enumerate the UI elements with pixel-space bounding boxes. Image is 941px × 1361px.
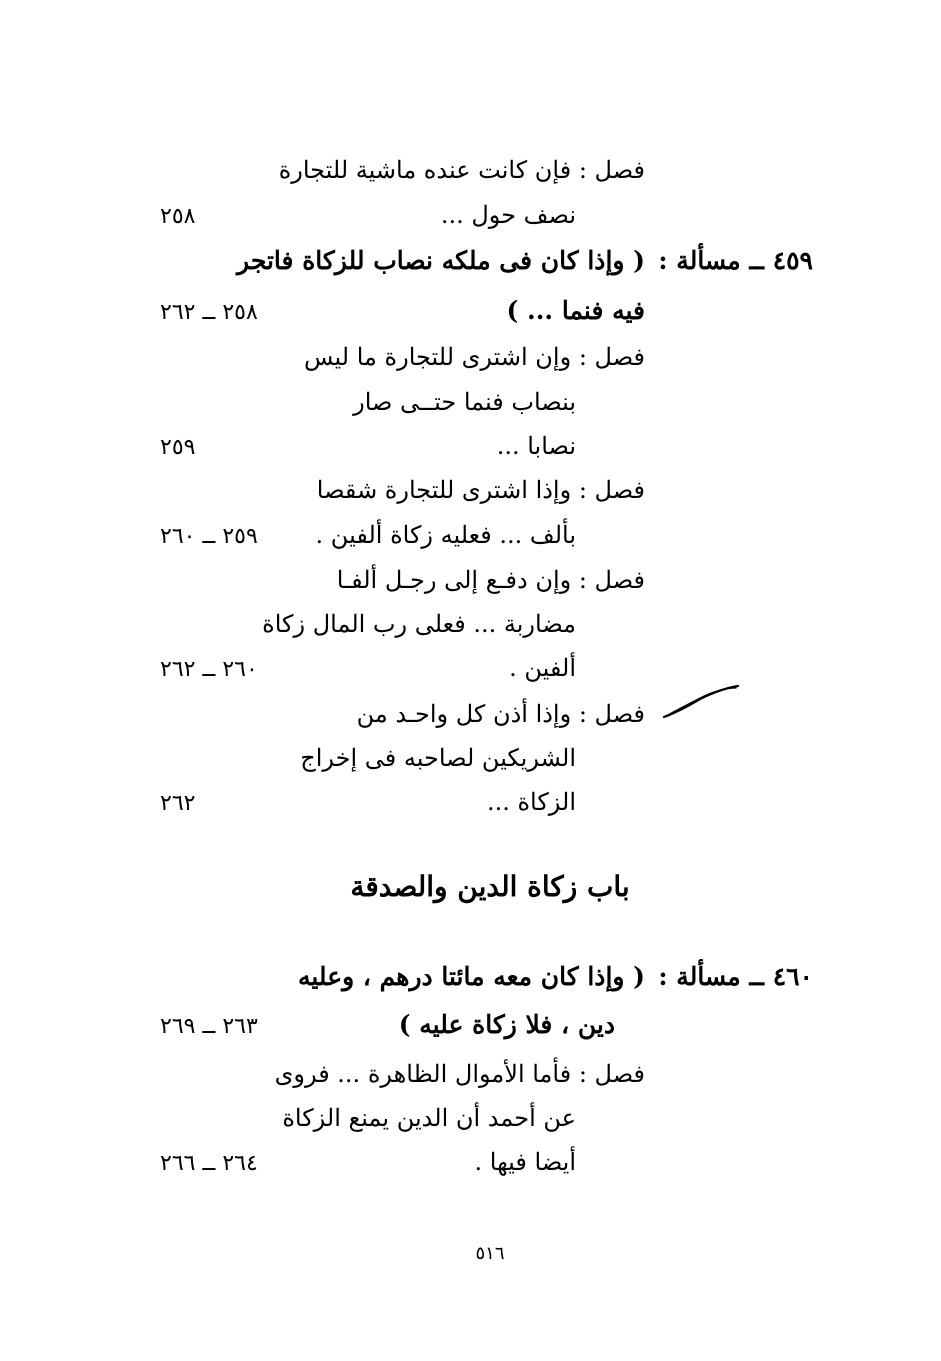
page-range: ٢٦٢ [160, 791, 196, 816]
entry-line: بألف ... فعليه زكاة ألفين . [315, 521, 576, 549]
entry-line: نصف حول ... [440, 201, 576, 229]
entry-line: فصل : فإن كانت عنده ماشية للتجارة [278, 156, 645, 184]
masala-text: ( وإذا كان معه مائتا درهم ، وعليه [297, 962, 645, 991]
entry-line: فصل : وإذا اشترى للتجارة شقصا [316, 476, 645, 504]
entry-line: الزكاة ... [486, 788, 576, 816]
page-range: ٢٦٣ ــ ٢٦٩ [160, 1014, 258, 1039]
masala-text: فيه فنما ... ) [506, 296, 645, 325]
page-range: ٢٥٨ [160, 204, 196, 229]
entry-line: نصابا ... [496, 432, 576, 460]
entry-line: فصل : وإن اشترى للتجارة ما ليس [303, 343, 645, 371]
entry-line: مضاربة ... فعلى رب المال زكاة [262, 610, 576, 638]
entry-line: عن أحمد أن الدين يمنع الزكاة [282, 1104, 576, 1132]
page-range: ٢٥٩ [160, 435, 196, 460]
page-range: ٢٦٠ ــ ٢٦٢ [160, 657, 258, 682]
entry-line: بنصاب فنما حتــى صار [353, 388, 576, 416]
masala-text: ( وإذا كان فى ملكه نصاب للزكاة فاتجر [237, 246, 645, 275]
entry-line: فصل : وإن دفـع إلى رجـل ألفـا [336, 566, 645, 594]
handwritten-mark-icon [660, 683, 742, 723]
masala-number: ٤٦٠ ــ مسألة : [658, 962, 813, 991]
page-range: ٢٥٨ ــ ٢٦٢ [160, 300, 258, 325]
entry-line: فصل : وإذا أذن كل واحـد من [356, 700, 645, 728]
masala-text: دين ، فلا زكاة عليه ) [398, 1010, 615, 1039]
chapter-heading: باب زكاة الدين والصدقة [350, 870, 630, 903]
page-range: ٢٦٤ ــ ٢٦٦ [160, 1151, 258, 1176]
entry-line: الشريكين لصاحبه فى إخراج [300, 744, 576, 772]
page-range: ٢٥٩ ــ ٢٦٠ [160, 524, 258, 549]
entry-line: فصل : فأما الأموال الظاهرة ... فروى [274, 1060, 645, 1088]
entry-line: ألفين . [509, 654, 576, 682]
masala-number: ٤٥٩ ــ مسألة : [658, 246, 813, 275]
entry-line: أيضا فيها . [474, 1148, 576, 1176]
page-number: ٥١٦ [475, 1243, 505, 1264]
